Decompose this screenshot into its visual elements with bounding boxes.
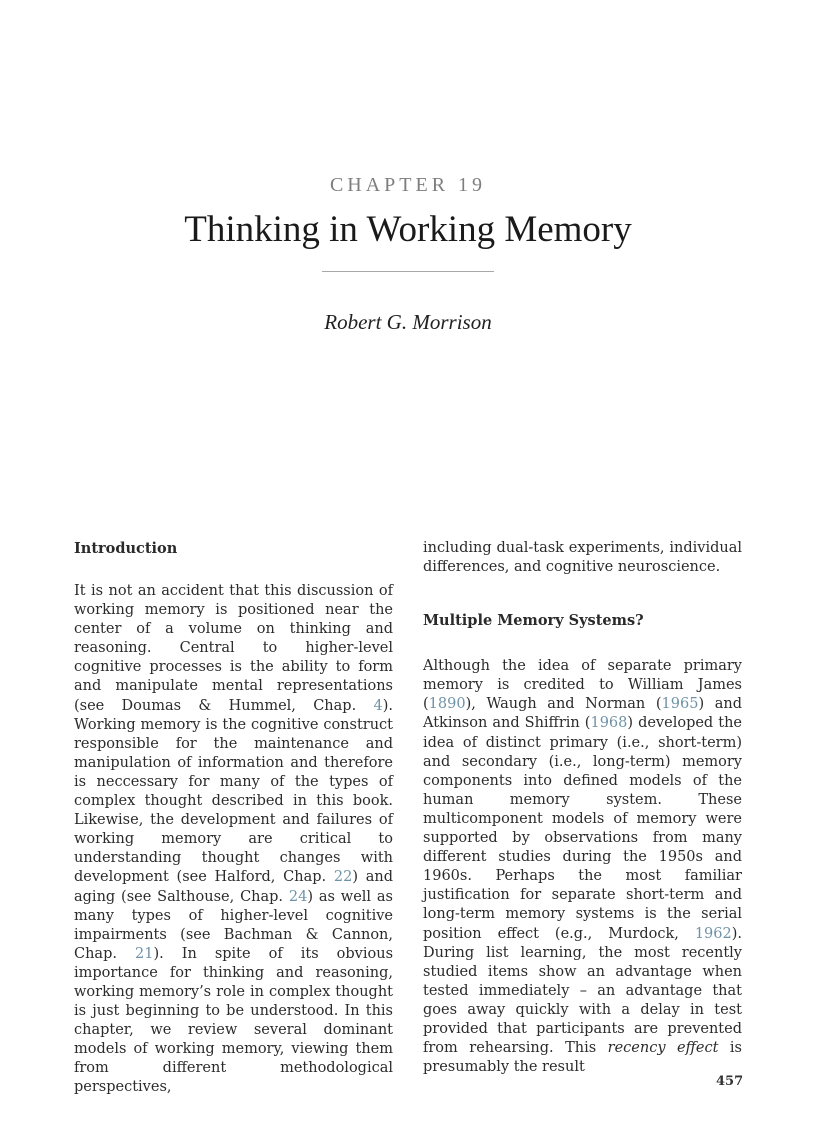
text-run: ) and aging (see Salthouse, Chap. (74, 869, 393, 905)
text-run: Although the idea of separate primary memory is credited to William James ( (423, 658, 742, 713)
paragraph-multiple-memory-systems (423, 657, 742, 1077)
citation-link[interactable]: 1890 (428, 696, 466, 713)
citation-link[interactable]: 1962 (694, 925, 732, 942)
citation-link[interactable]: 1968 (590, 715, 628, 732)
text-run: ). In spite of its obvious importance for thinking and reasoning, working memory’s role in complex thought is just beginning to be understood. In this chapter, we review several dominant models of working memory, viewing them from different methodological perspectives, (74, 945, 394, 1096)
text-run: ). During list learning, the most recently studied items show an advantage when tested immediately – an advantage that goes away quickly with a delay in test provided that participants are prevented from rehearsing. This (423, 925, 742, 1057)
text-run: ) developed the idea of distinct primary (i.e., short-term) and secondary (i.e., long-term) memory components into defined models of the human memory system. These multicomponent models of memory were supported by observations from many different studies during the 1950s and 1960s. Perhaps the most familiar justification for separate short-term and long-term memory systems is the serial position effect (e.g., Murdock, (423, 715, 742, 942)
paragraph-continuation: including dual-task experiments, individual differences, and cognitive neuroscience. (423, 540, 742, 576)
paragraph-introduction (74, 582, 393, 1098)
chapter-link[interactable]: 24 (288, 888, 308, 905)
title-divider (322, 271, 494, 272)
right-column (423, 539, 742, 1077)
section-heading-multiple-memory-systems: Multiple Memory Systems? (423, 612, 644, 630)
text-run: ). Working memory is the cognitive construct responsible for the maintenance and manipulation of information and therefore is neccessary for many of the types of complex thought described in this book. Likewise, the development and failures of working memory are critical to understanding thought changes with development (see Halford, Chap. (74, 697, 393, 886)
text-run: ), Waugh and Norman ( (465, 696, 662, 713)
chapter-author: Robert G. Morrison (324, 310, 492, 334)
emphasis-recency-effect: recency effect (607, 1040, 719, 1057)
left-column (74, 539, 393, 1098)
chapter-label: CHAPTER 19 (329, 174, 487, 196)
text-run: ) as well as many types of higher-level cognitive impairments (see Bachman & Cannon, Chap. (74, 888, 393, 962)
text-run: is presumably the result (423, 1040, 742, 1076)
chapter-title: Thinking in Working Memory (184, 209, 632, 250)
citation-link[interactable]: 1965 (661, 696, 699, 713)
chapter-link[interactable]: 4 (373, 697, 383, 714)
text-run: ) and Atkinson and Shiffrin ( (423, 696, 742, 732)
chapter-link[interactable]: 21 (135, 945, 154, 962)
section-heading-introduction: Introduction (74, 540, 178, 557)
page-number: 457 (716, 1074, 744, 1089)
chapter-link[interactable]: 22 (333, 869, 353, 886)
text-run: It is not an accident that this discussion of working memory is positioned near the center of a volume on thinking and reasoning. Central to higher-level cognitive processes is the ability to form and manipulate mental representations (see Doumas & Hummel, Chap. (74, 583, 393, 714)
